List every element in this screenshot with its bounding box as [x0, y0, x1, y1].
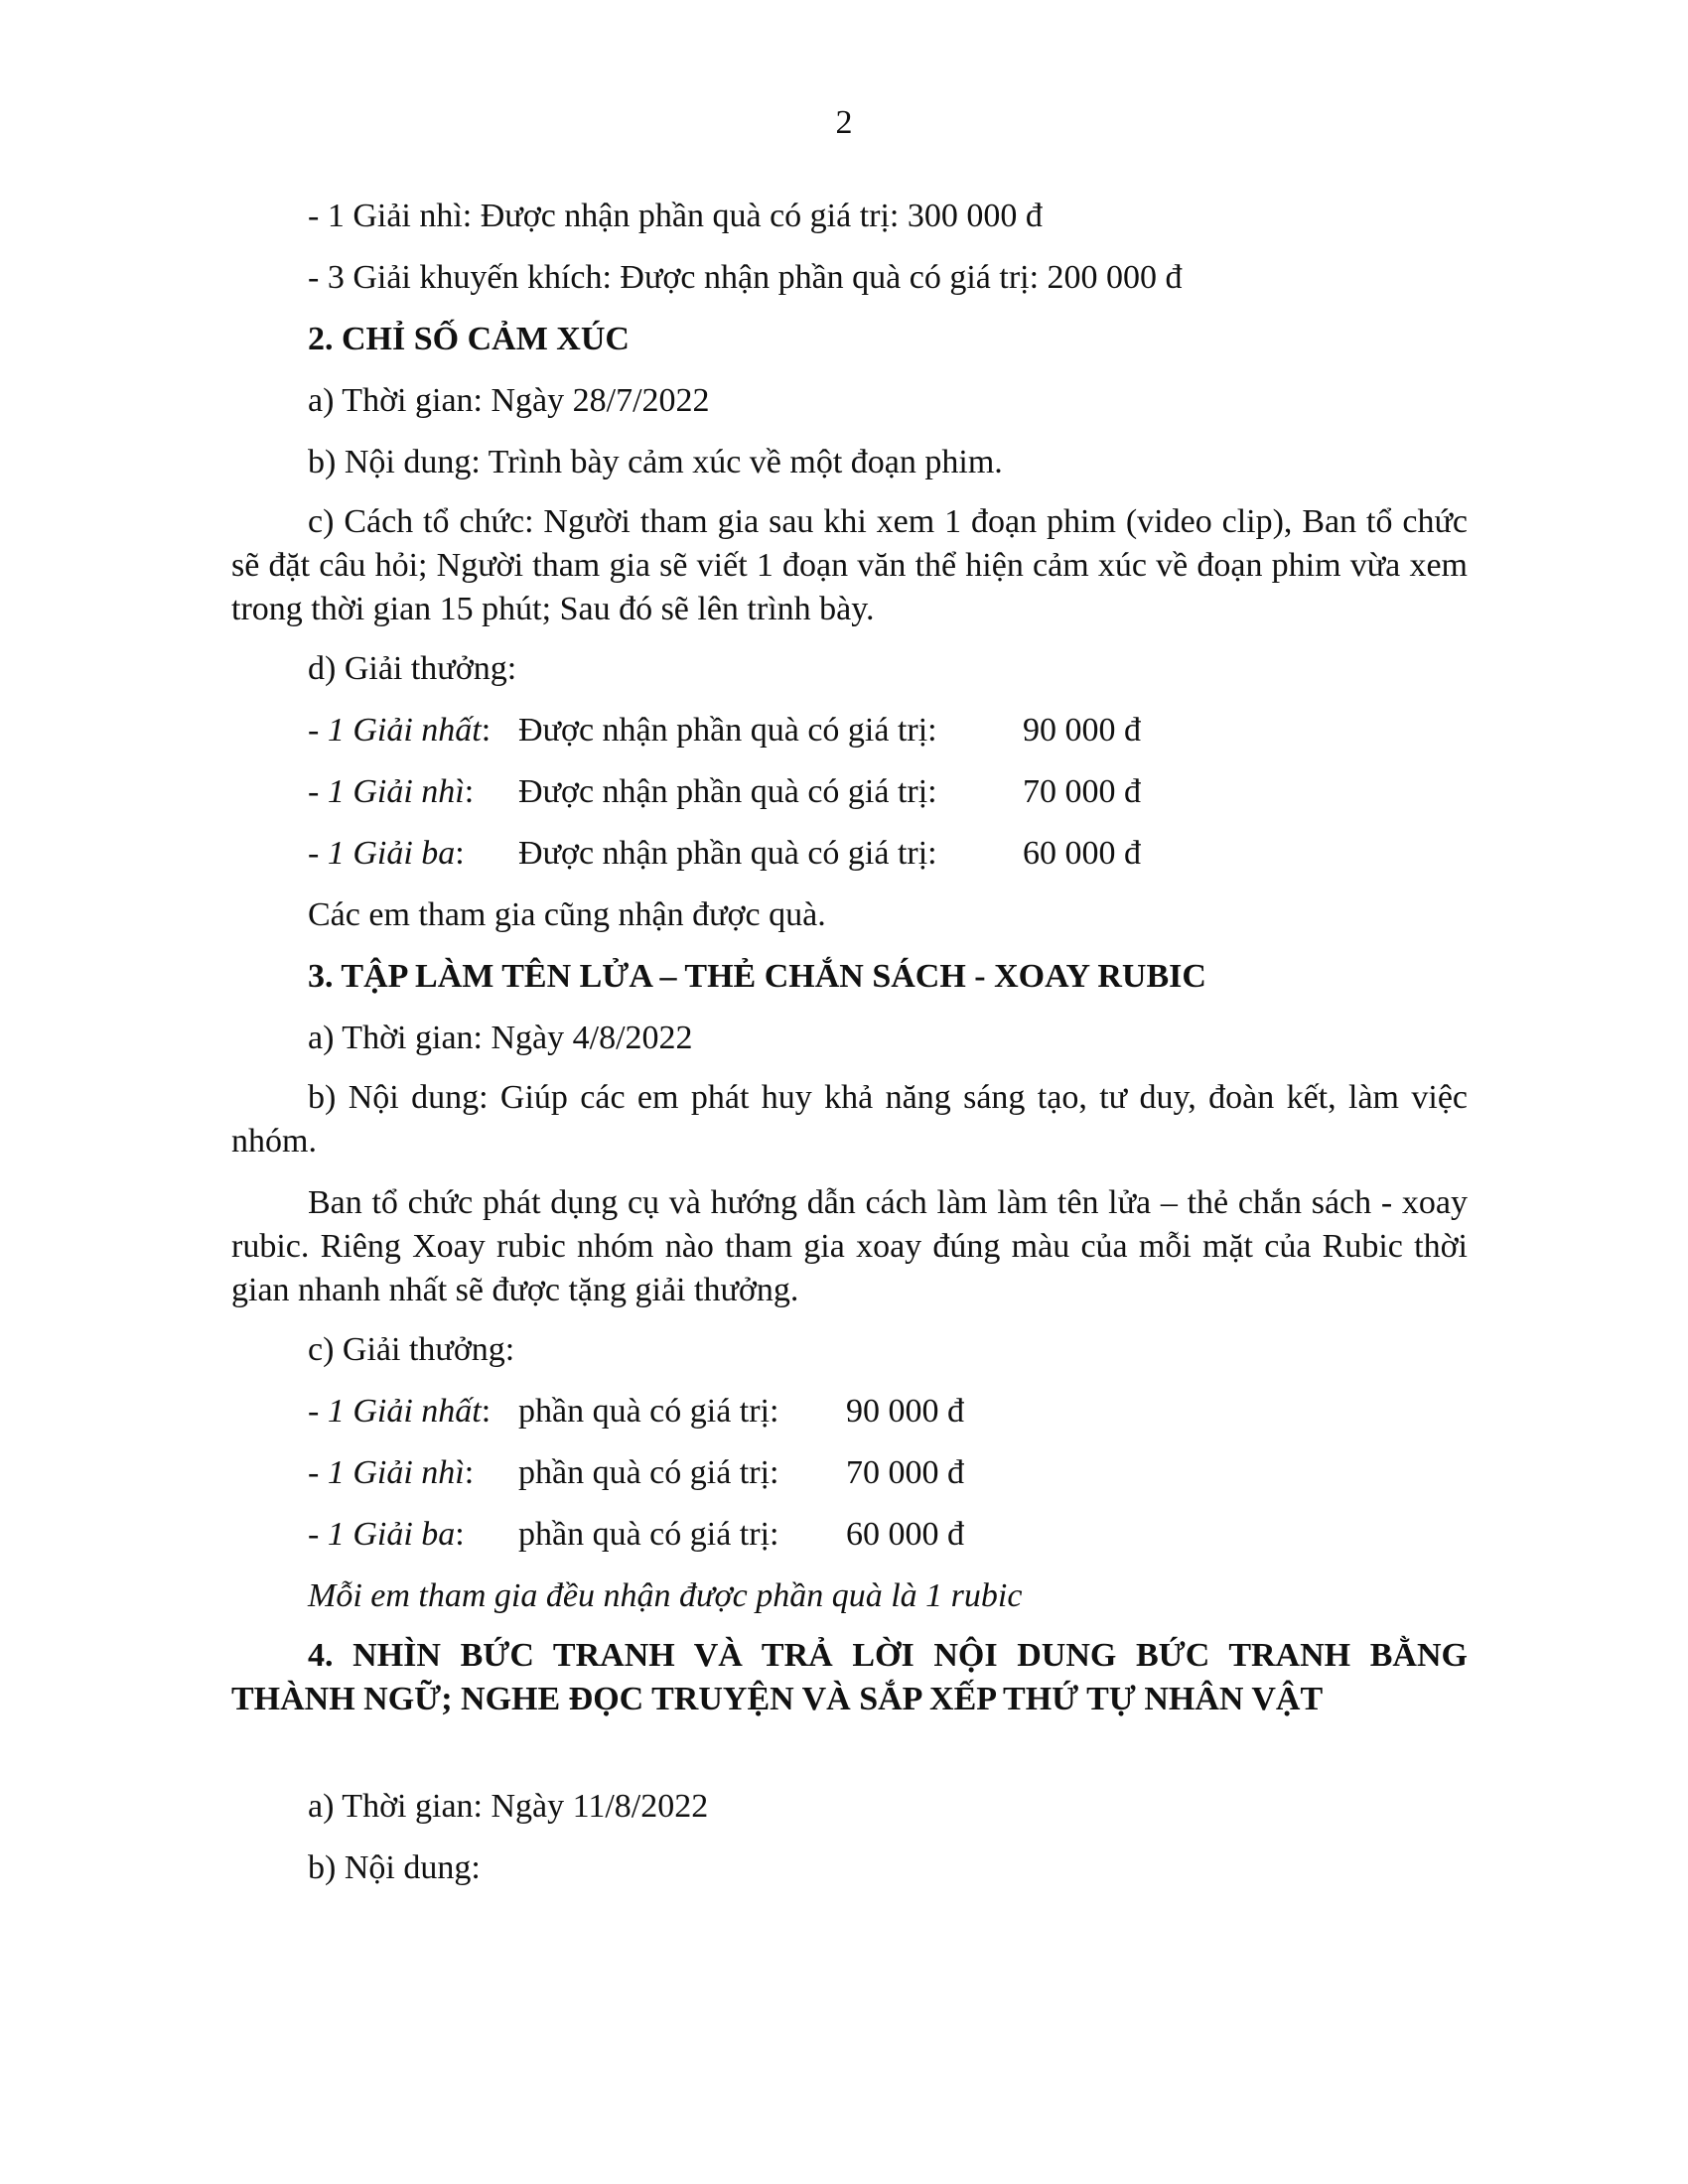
- prize-sep: :: [464, 1454, 475, 1491]
- prize-sep: :: [455, 835, 465, 872]
- section-2-heading: 2. CHỈ SỐ CẢM XÚC: [308, 321, 630, 357]
- section-2-prize-row: [308, 772, 1141, 812]
- prize-name: - 1 Giải nhất: [308, 1393, 482, 1430]
- prize-value: 90 000 đ: [1023, 712, 1141, 749]
- section-2-time: a) Thời gian: Ngày 28/7/2022: [308, 382, 710, 419]
- section-2-prize-row: [308, 711, 1141, 751]
- section-3-prize-row: [308, 1392, 964, 1432]
- prize-value: 90 000 đ: [846, 1393, 964, 1430]
- section-3-content: b) Nội dung: Giúp các em phát huy khả năng sáng tạo, tư duy, đoàn kết, làm việc nhóm.: [231, 1079, 1468, 1160]
- prize-name: - 1 Giải ba: [308, 835, 456, 872]
- prize-name: - 1 Giải nhất: [308, 712, 482, 749]
- section-3-note: Mỗi em tham gia đều nhận được phần quà là 1 rubic: [308, 1577, 1023, 1614]
- section-2-organization: c) Cách tổ chức: Người tham gia sau khi xem 1 đoạn phim (video clip), Ban tổ chức sẽ đặt câu hỏi; Người tham gia sẽ viết 1 đoạn văn thể hiện cảm xúc về đoạn phim vừa xem trong thời gian 15 phút; Sau đó sẽ lên trình bày.: [231, 503, 1468, 627]
- prize-sep: :: [481, 712, 492, 749]
- prize-value: 70 000 đ: [846, 1454, 964, 1491]
- section-2-content: b) Nội dung: Trình bày cảm xúc về một đoạn phim.: [308, 444, 1003, 480]
- section-4-time: a) Thời gian: Ngày 11/8/2022: [308, 1788, 709, 1825]
- prize-desc: phần quà có giá trị:: [518, 1393, 779, 1430]
- section-2-note: Các em tham gia cũng nhận được quà.: [308, 896, 826, 933]
- prize-desc: phần quà có giá trị:: [518, 1454, 779, 1491]
- section-4-heading: 4. NHÌN BỨC TRANH VÀ TRẢ LỜI NỘI DUNG BỨC TRANH BẰNG THÀNH NGỮ; NGHE ĐỌC TRUYỆN VÀ SẮP XẾP THỨ TỰ NHÂN VẬT: [231, 1637, 1468, 1717]
- prize-value: 70 000 đ: [1023, 773, 1141, 810]
- prize-sep: :: [481, 1393, 492, 1430]
- section-2-prize-title: d) Giải thưởng:: [308, 650, 517, 687]
- section-4-content: b) Nội dung:: [308, 1849, 481, 1886]
- section-3-prize-row: [308, 1453, 964, 1493]
- section-3-prize-title: c) Giải thưởng:: [308, 1331, 515, 1368]
- prize-sep: :: [464, 773, 475, 810]
- section-3-prize-row: [308, 1515, 964, 1555]
- prize-line-second: - 1 Giải nhì: Được nhận phần quà có giá trị: 300 000 đ: [308, 198, 1043, 234]
- prize-name: - 1 Giải nhì: [308, 773, 465, 810]
- section-3-paragraph: Ban tổ chức phát dụng cụ và hướng dẫn cách làm làm tên lửa – thẻ chắn sách - xoay rubic. Riêng Xoay rubic nhóm nào tham gia xoay đúng màu của mỗi mặt của Rubic thời gian nhanh nhất sẽ được tặng giải thưởng.: [231, 1184, 1468, 1308]
- section-2-prize-row: [308, 834, 1141, 874]
- prize-line-encouragement: - 3 Giải khuyến khích: Được nhận phần quà có giá trị: 200 000 đ: [308, 259, 1183, 296]
- prize-value: 60 000 đ: [846, 1516, 964, 1553]
- prize-name: - 1 Giải ba: [308, 1516, 456, 1553]
- prize-desc: Được nhận phần quà có giá trị:: [518, 773, 937, 810]
- section-3-time: a) Thời gian: Ngày 4/8/2022: [308, 1020, 693, 1056]
- prize-name: - 1 Giải nhì: [308, 1454, 465, 1491]
- prize-desc: Được nhận phần quà có giá trị:: [518, 712, 937, 749]
- page-number: 2: [835, 104, 853, 141]
- prize-desc: Được nhận phần quà có giá trị:: [518, 835, 937, 872]
- prize-value: 60 000 đ: [1023, 835, 1141, 872]
- section-3-heading: 3. TẬP LÀM TÊN LỬA – THẺ CHẮN SÁCH - XOAY RUBIC: [308, 958, 1206, 995]
- prize-sep: :: [455, 1516, 465, 1553]
- prize-desc: phần quà có giá trị:: [518, 1516, 779, 1553]
